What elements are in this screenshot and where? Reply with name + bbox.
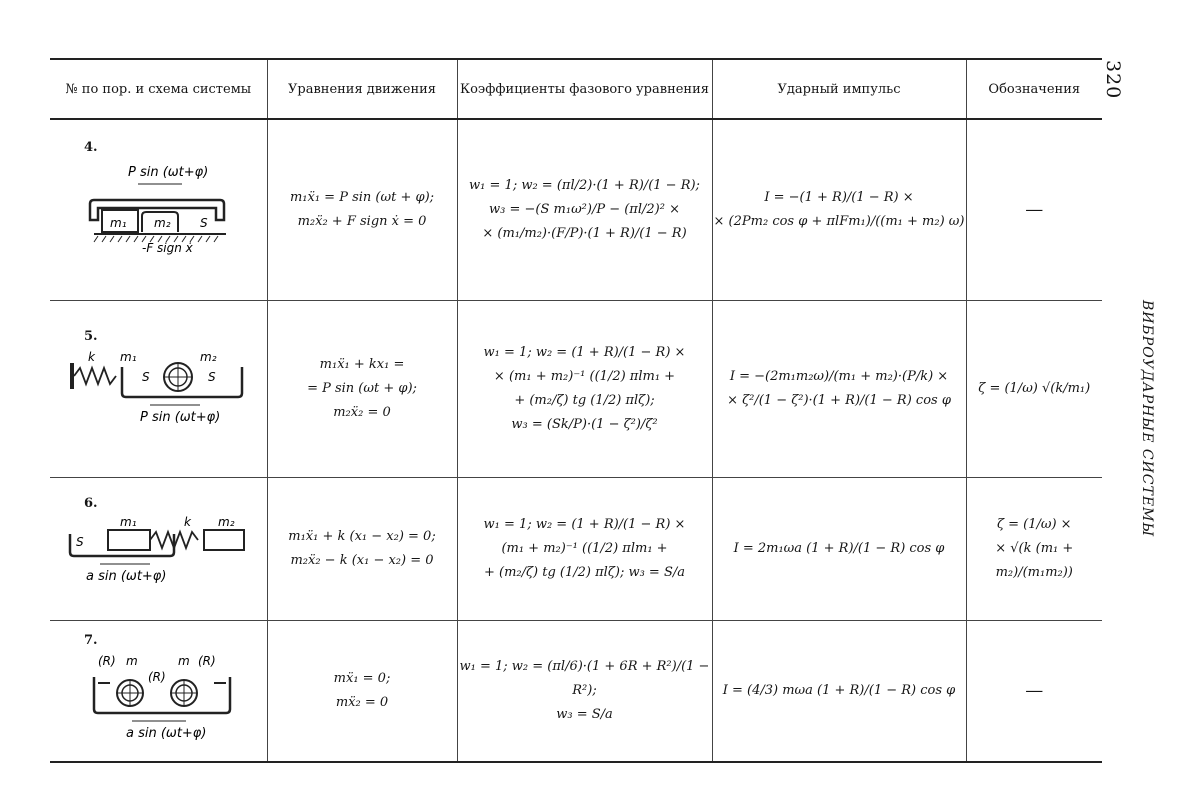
vibro-impact-table — [50, 58, 1102, 763]
header-row — [50, 59, 1102, 119]
row-number: 4. — [84, 140, 98, 155]
gap-1-label: S — [142, 370, 150, 384]
motion-eq-3: m₂ẍ₂ = 0 — [333, 405, 391, 420]
scheme-diagram-5 — [50, 301, 267, 473]
force-label: a sin (ωt+φ) — [86, 569, 167, 584]
impulse-cell — [712, 621, 966, 763]
table-row — [50, 301, 1102, 478]
spring-label: k — [184, 515, 191, 529]
notation-cell — [966, 478, 1102, 621]
coeff-cell — [457, 119, 712, 301]
header-notation: Обозначения — [966, 59, 1102, 119]
motion-cell — [267, 301, 457, 478]
coeff-line-1: w₁ = 1; w₂ = (πl/2)·(1 + R)/(1 − R); — [469, 178, 700, 193]
force-label: P sin (ωt+φ) — [128, 165, 209, 180]
scheme-cell — [50, 478, 267, 621]
motion-eq-2: mẍ₂ = 0 — [335, 695, 389, 710]
mass-1-block — [108, 530, 150, 550]
mass-2-block — [204, 530, 244, 550]
motion-eq-1: mẍ₁ = 0; — [333, 671, 391, 686]
notation-line-1: — — [1025, 680, 1044, 701]
mass-1-label: m₁ — [120, 515, 137, 529]
gap-2-label: S — [208, 370, 216, 384]
mass-2-label: m₂ — [154, 216, 171, 230]
motion-eq-2: m₂ẍ₂ − k (x₁ − x₂) = 0 — [290, 553, 434, 568]
motion-eq-2: = P sin (ωt + φ); — [307, 381, 417, 396]
mass-2-label: m — [178, 654, 190, 668]
coeff-line-4: w₃ = (Sk/P)·(1 − ζ²)/ζ² — [511, 417, 658, 432]
header-scheme: № по пор. и схема системы — [50, 59, 267, 119]
row-number: 5. — [84, 329, 98, 344]
table-row — [50, 478, 1102, 621]
notation-cell — [966, 119, 1102, 301]
mass-2-label: m₂ — [218, 515, 235, 529]
coeff-line-1: w₁ = 1; w₂ = (1 + R)/(1 − R) × — [483, 345, 686, 360]
coeff-line-2: w₃ = S/a — [556, 707, 613, 722]
force-label: P sin (ωt+φ) — [140, 410, 221, 425]
table-row — [50, 119, 1102, 301]
restitution-2-label: (R) — [148, 670, 166, 684]
running-title: ВИБРОУДАРНЫЕ СИСТЕМЫ — [1139, 300, 1155, 538]
gap-label: S — [76, 535, 84, 549]
notation-line-1: — — [1025, 199, 1044, 220]
restitution-3-label: (R) — [198, 654, 216, 668]
impulse-line-1: I = (4/3) mωa (1 + R)/(1 − R) cos φ — [722, 683, 956, 698]
restitution-1-label: (R) — [98, 654, 116, 668]
wall — [70, 363, 74, 389]
scheme-diagram-7 — [50, 621, 267, 757]
header-motion: Уравнения движения — [267, 59, 457, 119]
mass-1-label: m₁ — [120, 350, 137, 364]
notation-cell — [966, 301, 1102, 478]
friction-label: -F sign ẋ — [142, 241, 193, 255]
coeff-line-2: w₃ = −(S m₁ω²)/P − (πl/2)² × — [489, 202, 680, 217]
row-number: 7. — [84, 633, 98, 648]
force-label: a sin (ωt+φ) — [126, 726, 207, 741]
motion-eq-2: m₂ẍ₂ + F sign ẋ = 0 — [297, 214, 427, 229]
header-impulse: Ударный импульс — [712, 59, 966, 119]
coeff-cell — [457, 478, 712, 621]
coeff-line-3: + (m₂/ζ) tg (1/2) πlζ); — [514, 393, 655, 408]
coeff-line-2: × (m₁ + m₂)⁻¹ ((1/2) πlm₁ + — [493, 369, 676, 384]
scheme-cell — [50, 119, 267, 301]
notation-line-1: ζ = (1/ω) × — [996, 517, 1072, 532]
scheme-cell — [50, 621, 267, 763]
coeff-cell — [457, 301, 712, 478]
mass-2-label: m₂ — [200, 350, 217, 364]
impulse-line-2: × ζ²/(1 − ζ²)·(1 + R)/(1 − R) cos φ — [727, 393, 951, 408]
impulse-cell — [712, 478, 966, 621]
motion-cell — [267, 119, 457, 301]
coeff-line-1: w₁ = 1; w₂ = (1 + R)/(1 − R) × — [483, 517, 686, 532]
motion-eq-1: m₁ẍ₁ = P sin (ωt + φ); — [289, 190, 435, 205]
notation-line-2: × √(k (m₁ + m₂)/(m₁m₂)) — [995, 541, 1074, 580]
impulse-line-1: I = 2m₁ωa (1 + R)/(1 − R) cos φ — [733, 541, 945, 556]
spring — [74, 368, 116, 384]
impulse-cell — [712, 119, 966, 301]
notation-cell — [966, 621, 1102, 763]
motion-cell — [267, 621, 457, 763]
scheme-cell — [50, 301, 267, 478]
notation-line-1: ζ = (1/ω) √(k/m₁) — [978, 381, 1091, 396]
container — [122, 367, 242, 397]
gap-label: S — [200, 216, 208, 230]
mass-1-label: m — [126, 654, 138, 668]
scheme-diagram-6 — [50, 478, 267, 616]
motion-cell — [267, 478, 457, 621]
header-coefficients: Коэффициенты фазового уравнения — [457, 59, 712, 119]
table-row — [50, 621, 1102, 763]
mass-1-label: m₁ — [110, 216, 127, 230]
coeff-line-3: × (m₁/m₂)·(F/P)·(1 + R)/(1 − R) — [482, 226, 687, 241]
impulse-line-1: I = −(1 + R)/(1 − R) × — [764, 190, 914, 205]
coeff-line-1: w₁ = 1; w₂ = (πl/6)·(1 + 6R + R²)/(1 − R²); — [459, 659, 710, 698]
spring-label: k — [88, 350, 95, 364]
coeff-line-3: + (m₂/ζ) tg (1/2) πlζ); w₃ = S/a — [483, 565, 685, 580]
motion-eq-1: m₁ẍ₁ + k (x₁ − x₂) = 0; — [288, 529, 436, 544]
motion-eq-1: m₁ẍ₁ + kx₁ = — [319, 357, 405, 372]
coeff-cell — [457, 621, 712, 763]
impulse-line-2: × (2Pm₂ cos φ + πlFm₁)/((m₁ + m₂) ω) — [713, 214, 965, 229]
impulse-cell — [712, 301, 966, 478]
coeff-line-2: (m₁ + m₂)⁻¹ ((1/2) πlm₁ + — [501, 541, 668, 556]
row-number: 6. — [84, 496, 98, 511]
scheme-diagram-4 — [50, 120, 267, 296]
impulse-line-1: I = −(2m₁m₂ω)/(m₁ + m₂)·(P/k) × — [729, 369, 949, 384]
page-number: 320 — [1102, 60, 1124, 100]
